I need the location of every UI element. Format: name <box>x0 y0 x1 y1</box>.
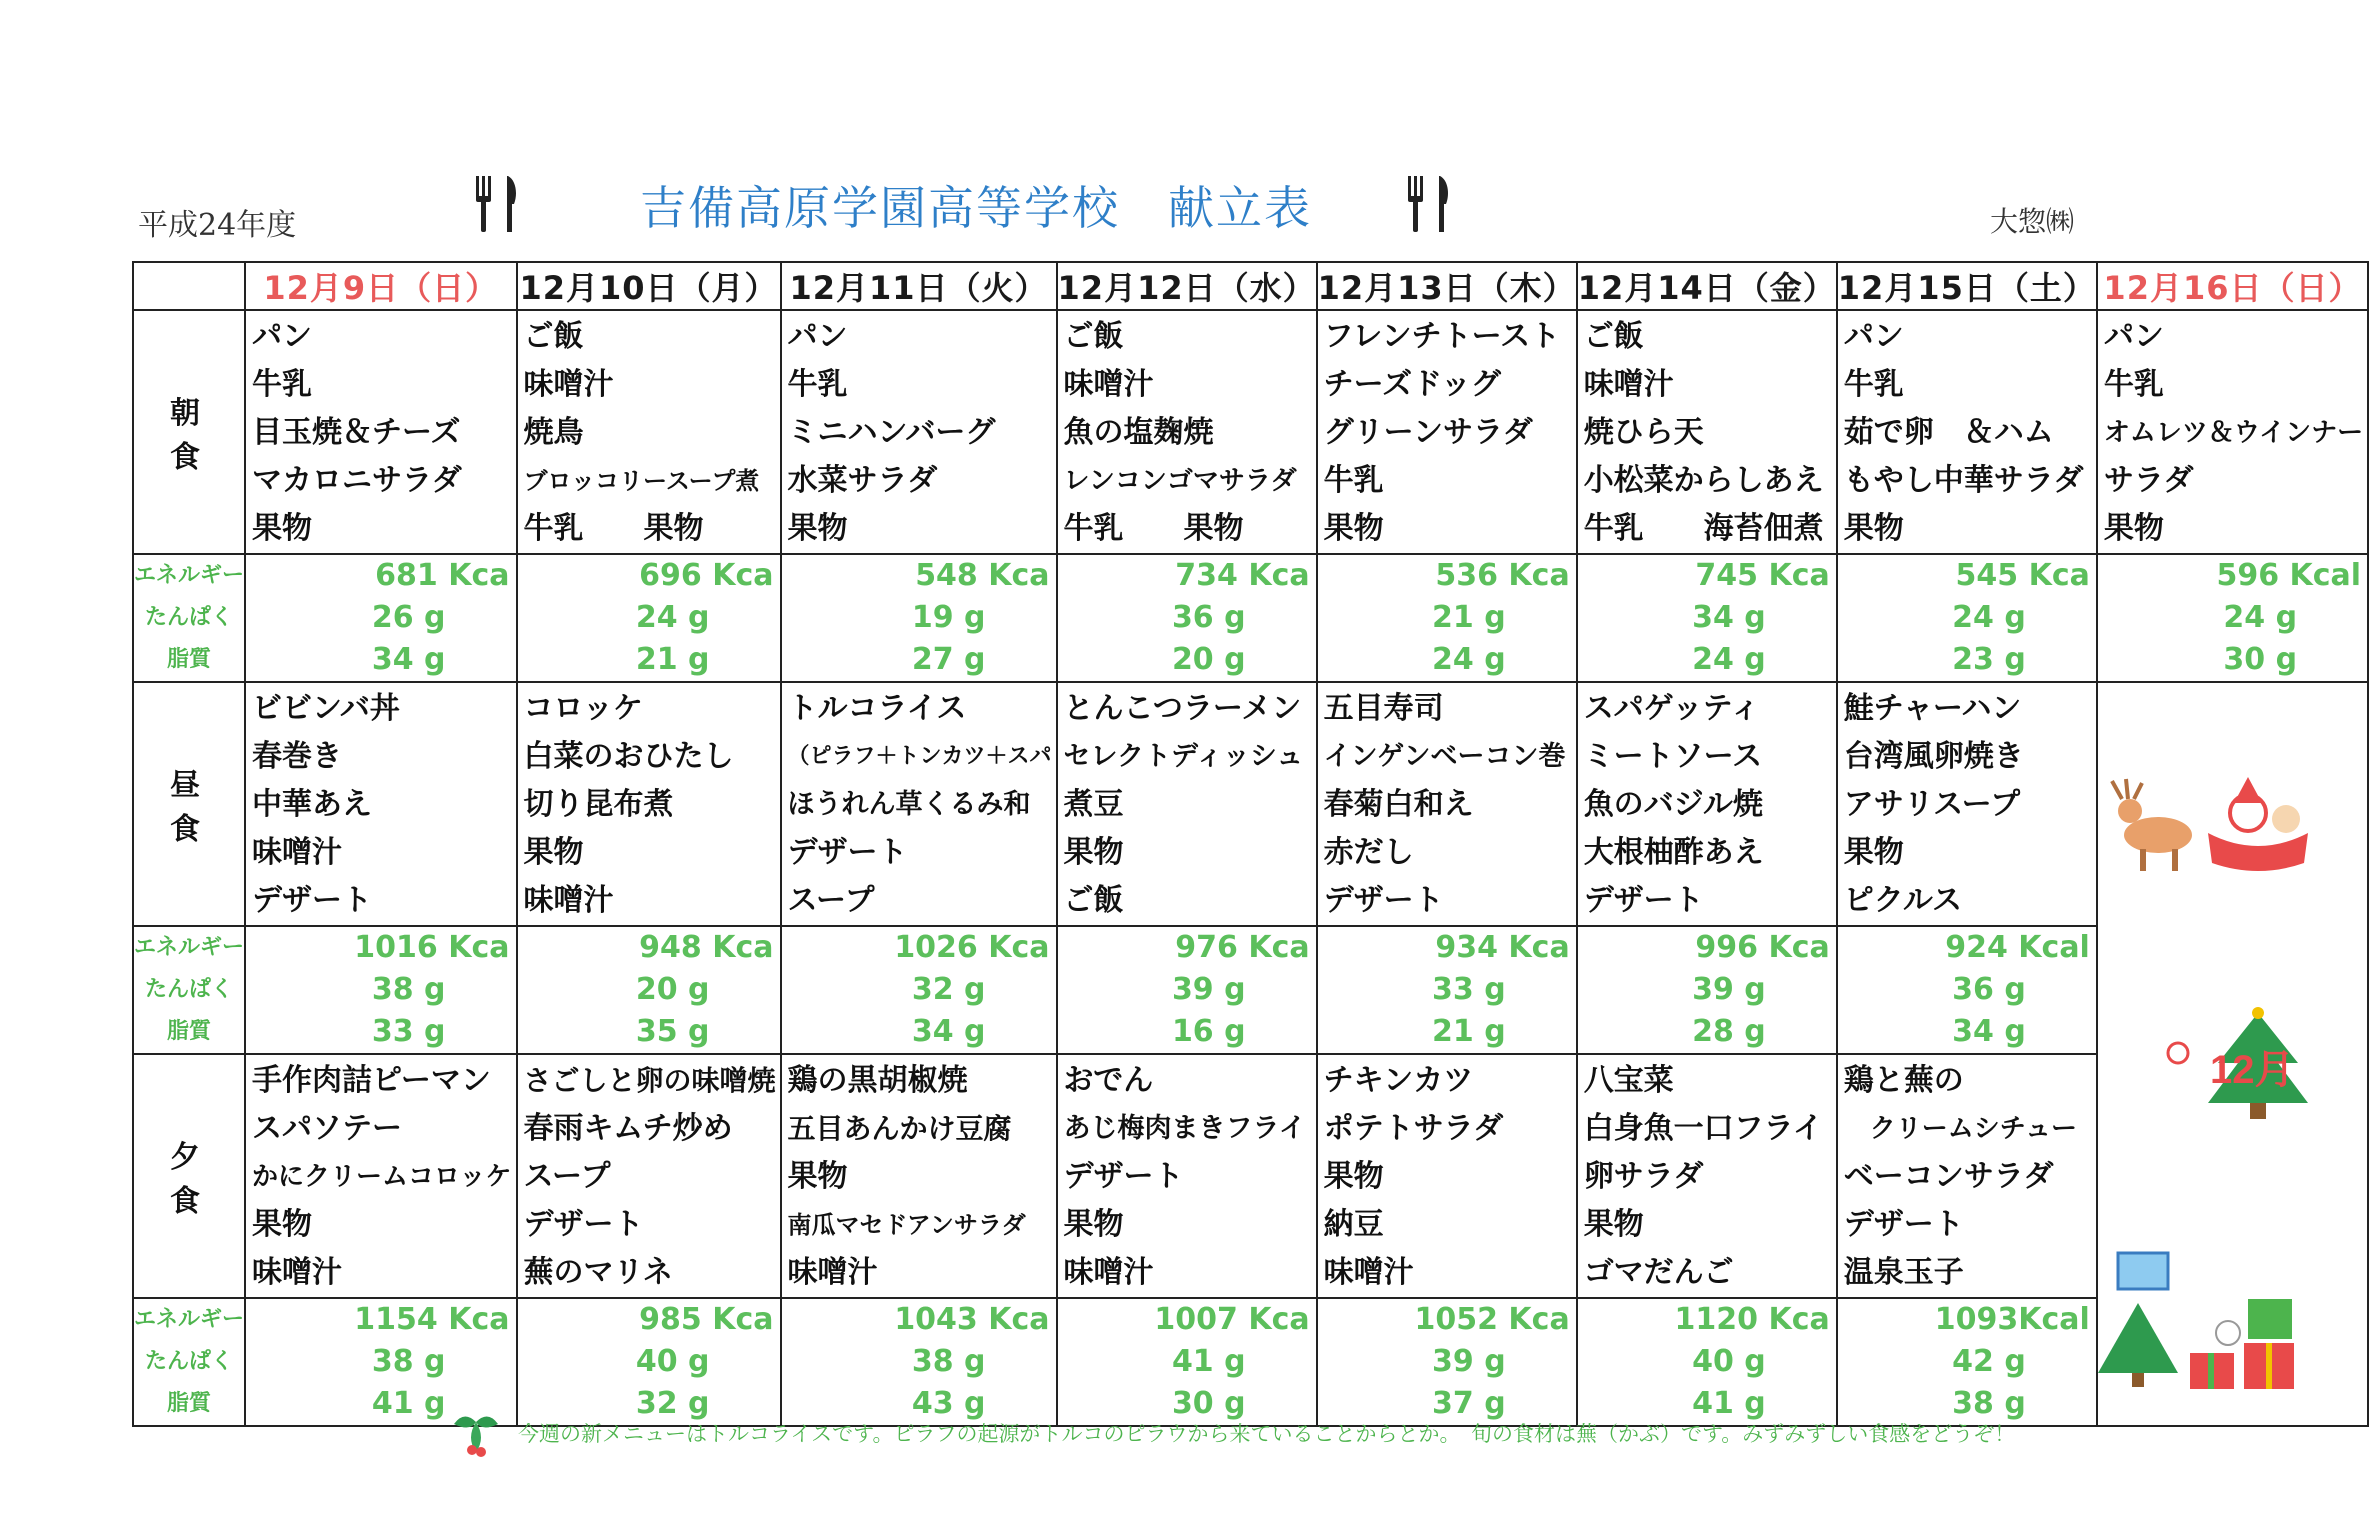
energy-value: 1016 Kca <box>354 930 510 965</box>
menu-cell <box>2097 310 2368 554</box>
day-header: 12月9日（日） <box>245 262 516 310</box>
menu-item: 目玉焼＆チーズ <box>252 415 461 450</box>
menu-item: 八宝菜 <box>1583 1063 1674 1098</box>
lunch-menu-row <box>133 682 2368 926</box>
menu-item: ご飯 <box>1063 319 1124 354</box>
tree-and-presents-icon <box>2098 1299 2294 1389</box>
menu-item: 卵サラダ <box>1583 1159 1704 1194</box>
menu-item: かにクリームコロッケ <box>252 1162 512 1192</box>
menu-item: ブロッコリースープ煮 <box>523 467 760 495</box>
menu-cell <box>1837 1054 2097 1298</box>
energy-value: 696 Kca <box>639 558 774 593</box>
nutrition-cell <box>517 1298 781 1426</box>
menu-item: サラダ <box>2103 463 2194 498</box>
decoration-panel <box>2097 682 2368 1426</box>
menu-item: 牛乳 果物 <box>1063 511 1244 546</box>
meal-label-breakfast: 朝 食 <box>133 310 245 554</box>
energy-value: 548 Kca <box>915 558 1050 593</box>
protein-value: 38 g <box>911 1344 986 1379</box>
protein-value: 32 g <box>911 972 986 1007</box>
menu-cell <box>781 682 1057 926</box>
meal-label-dinner: 夕 食 <box>133 1054 245 1298</box>
nutrition-cell <box>1577 926 1837 1054</box>
christmas-illustration <box>2098 683 2336 1415</box>
menu-item: 味噌汁 <box>252 835 343 870</box>
menu-item: 手作肉詰ピーマン <box>252 1063 491 1098</box>
day-header: 12月15日（土） <box>1837 262 2097 310</box>
nutrition-cell <box>1577 1298 1837 1426</box>
menu-item: 果物 <box>1843 511 1904 546</box>
month-label: 12月 <box>2209 1048 2295 1092</box>
energy-value: 976 Kca <box>1175 930 1310 965</box>
dinner-menu-row <box>133 1054 2368 1298</box>
menu-item: もやし中華サラダ <box>1843 463 2084 498</box>
menu-item: ピクルス <box>1843 883 1962 918</box>
nutrition-cell <box>781 554 1057 682</box>
fat-value: 34 g <box>911 1014 986 1049</box>
fat-value: 35 g <box>635 1014 710 1049</box>
energy-value: 745 Kca <box>1695 558 1830 593</box>
menu-item: ベーコンサラダ <box>1843 1159 2054 1194</box>
menu-item: 台湾風卵焼き <box>1843 739 2024 774</box>
menu-item: オムレツ＆ウインナー <box>2103 418 2364 448</box>
menu-cell <box>1577 682 1837 926</box>
menu-item: パン <box>252 319 313 354</box>
holly-icon <box>448 1404 504 1460</box>
menu-item: ミニハンバーグ <box>787 415 996 450</box>
fat-value: 23 g <box>1952 642 2026 677</box>
protein-value: 24 g <box>2223 600 2298 635</box>
menu-item: ご飯 <box>523 319 584 354</box>
menu-item: スープ <box>787 883 875 918</box>
menu-item: 白身魚一口フライ <box>1583 1111 1823 1146</box>
menu-item: 春菊白和え <box>1323 787 1474 822</box>
protein-label: たんぱく <box>145 1349 234 1374</box>
menu-item: 切り昆布煮 <box>523 787 674 822</box>
protein-value: 19 g <box>911 600 986 635</box>
menu-item: 五目寿司 <box>1323 691 1444 726</box>
menu-item: 牛乳 <box>787 367 848 402</box>
menu-item: 納豆 <box>1323 1207 1384 1242</box>
menu-item: 味噌汁 <box>523 883 614 918</box>
menu-cell <box>1577 1054 1837 1298</box>
menu-item: 赤だし <box>1323 835 1414 870</box>
day-header: 12月16日（日） <box>2097 262 2368 310</box>
fat-value: 30 g <box>2223 642 2298 677</box>
meal-label-lunch: 昼 食 <box>133 682 245 926</box>
energy-value: 545 Kca <box>1955 558 2090 593</box>
menu-item: マカロニサラダ <box>252 463 462 498</box>
menu-cell <box>1837 310 2097 554</box>
menu-item: 焼鳥 <box>523 415 584 450</box>
protein-value: 24 g <box>1952 600 2026 635</box>
fat-value: 34 g <box>371 642 446 677</box>
energy-value: 1026 Kca <box>894 930 1050 965</box>
menu-item: チーズドッグ <box>1323 367 1501 402</box>
day-header: 12月11日（火） <box>781 262 1057 310</box>
day-header: 12月14日（金） <box>1577 262 1837 310</box>
energy-value: 1043 Kca <box>894 1302 1050 1337</box>
fat-value: 43 g <box>911 1386 986 1421</box>
fat-value: 37 g <box>1432 1386 1506 1421</box>
menu-item: 果物 <box>1063 835 1124 870</box>
menu-item: 果物 <box>1583 1207 1644 1242</box>
menu-cell <box>517 1054 781 1298</box>
nutrition-cell <box>781 1298 1057 1426</box>
energy-value: 1120 Kca <box>1674 1302 1830 1337</box>
nutrition-labels <box>133 1298 245 1426</box>
protein-value: 20 g <box>635 972 710 1007</box>
fat-value: 27 g <box>911 642 986 677</box>
breakfast-nutrition-row <box>133 554 2368 682</box>
nutrition-cell <box>245 554 516 682</box>
fat-label: 脂質 <box>167 647 212 672</box>
menu-cell <box>781 310 1057 554</box>
menu-item: パン <box>2103 319 2164 354</box>
fork-knife-icon <box>1402 172 1462 234</box>
menu-item: 焼ひら天 <box>1583 415 1704 450</box>
menu-cell <box>517 310 781 554</box>
menu-item: セレクトディッシュ <box>1063 741 1304 772</box>
protein-value: 24 g <box>635 600 710 635</box>
menu-item: アサリスープ <box>1843 787 2021 822</box>
menu-item: 春巻き <box>252 739 343 774</box>
menu-item: スパソテー <box>252 1111 403 1146</box>
energy-value: 596 Kcal <box>2216 558 2362 593</box>
menu-item: デザート <box>1063 1159 1184 1194</box>
protein-label: たんぱく <box>145 605 234 630</box>
day-header: 12月13日（木） <box>1317 262 1577 310</box>
menu-item: 五目あんかけ豆腐 <box>787 1112 1012 1145</box>
energy-value: 924 Kcal <box>1945 930 2090 965</box>
menu-item: 鶏の黒胡椒焼 <box>787 1063 968 1098</box>
menu-item: パン <box>787 319 848 354</box>
energy-value: 996 Kca <box>1695 930 1830 965</box>
fat-value: 41 g <box>371 1386 446 1421</box>
menu-item: さごしと卵の味噌焼 <box>523 1064 776 1097</box>
protein-value: 38 g <box>371 972 446 1007</box>
menu-item: デザート <box>523 1207 644 1242</box>
menu-cell <box>1057 310 1317 554</box>
fat-value: 38 g <box>1952 1386 2026 1421</box>
menu-item: 小松菜からしあえ <box>1583 463 1824 498</box>
nutrition-cell <box>1837 554 2097 682</box>
menu-item: 果物 <box>2103 511 2164 546</box>
menu-item: 牛乳 <box>1843 367 1904 402</box>
fat-value: 21 g <box>1432 1014 1506 1049</box>
menu-item: 牛乳 <box>1323 463 1384 498</box>
menu-cell <box>1577 310 1837 554</box>
energy-label: エネルギー <box>134 1307 245 1332</box>
menu-item: とんこつラーメン <box>1063 691 1302 726</box>
christmas-decoration <box>2098 683 2367 1419</box>
energy-label: エネルギー <box>134 563 245 588</box>
menu-item: トルコライス <box>787 691 967 726</box>
reindeer-sleigh-icon <box>2112 777 2308 871</box>
menu-item: デザート <box>1843 1207 1964 1242</box>
day-header: 12月10日（月） <box>517 262 781 310</box>
menu-item: 果物 <box>1843 835 1904 870</box>
nutrition-cell <box>517 554 781 682</box>
fat-value: 21 g <box>635 642 710 677</box>
protein-value: 39 g <box>1692 972 1766 1007</box>
fat-value: 20 g <box>1171 642 1246 677</box>
day-header-row <box>133 262 2368 310</box>
menu-cell <box>517 682 781 926</box>
menu-item: 果物 <box>787 1159 848 1194</box>
nutrition-cell <box>1317 1298 1577 1426</box>
company-name: 大惣㈱ <box>1990 205 2075 238</box>
menu-cell <box>245 682 516 926</box>
menu-item: デザート <box>1583 883 1704 918</box>
menu-item: デザート <box>787 835 908 870</box>
menu-item: スープ <box>523 1159 611 1194</box>
menu-item: あじ梅肉まきフライ <box>1063 1113 1306 1144</box>
menu-item: （ピラフ＋トンカツ＋スパ <box>787 744 1052 769</box>
protein-value: 36 g <box>1171 600 1246 635</box>
menu-item: 温泉玉子 <box>1843 1255 1964 1290</box>
fat-label: 脂質 <box>167 1391 212 1416</box>
menu-cell <box>781 1054 1057 1298</box>
menu-cell <box>245 310 516 554</box>
menu-item: 中華あえ <box>252 787 373 822</box>
protein-value: 38 g <box>371 1344 446 1379</box>
nutrition-cell <box>781 926 1057 1054</box>
menu-item: 牛乳 <box>2103 367 2164 402</box>
menu-item: フレンチトースト <box>1323 319 1561 354</box>
energy-value: 1007 Kca <box>1154 1302 1310 1337</box>
menu-item: スパゲッティ <box>1583 691 1761 726</box>
nutrition-cell <box>1577 554 1837 682</box>
footer-note: 今週の新メニューはトルコライスです。ピラフの起源がトルコのピラウから来ていることからとか。 旬の食材は蕪（かぶ）です。みずみずしい食感をどうぞ！ <box>518 1422 2016 1446</box>
menu-item: 果物 <box>1063 1207 1124 1242</box>
fiscal-year: 平成24年度 <box>138 208 297 243</box>
page-title: 吉備高原学園高等学校 献立表 <box>640 181 1312 235</box>
menu-item: グリーンサラダ <box>1323 415 1533 450</box>
nutrition-cell <box>517 926 781 1054</box>
menu-cell <box>1317 1054 1577 1298</box>
nutrition-cell <box>1057 1298 1317 1426</box>
energy-value: 1052 Kca <box>1414 1302 1570 1337</box>
nutrition-cell <box>1317 554 1577 682</box>
menu-item: 大根柚酢あえ <box>1583 835 1764 870</box>
nutrition-cell <box>1837 926 2097 1054</box>
menu-item: 茹で卵 ＆ハム <box>1843 415 2054 450</box>
energy-value: 934 Kca <box>1435 930 1570 965</box>
protein-value: 33 g <box>1432 972 1506 1007</box>
menu-item: 果物 <box>1323 511 1384 546</box>
menu-item: ミートソース <box>1583 739 1763 774</box>
fat-value: 34 g <box>1952 1014 2026 1049</box>
menu-cell <box>245 1054 516 1298</box>
window-icon <box>2118 1253 2168 1289</box>
protein-value: 42 g <box>1952 1344 2026 1379</box>
energy-value: 985 Kca <box>639 1302 774 1337</box>
fat-value: 24 g <box>1432 642 1506 677</box>
menu-item: ビビンバ丼 <box>252 691 400 726</box>
menu-item: 果物 <box>252 511 313 546</box>
protein-value: 41 g <box>1171 1344 1246 1379</box>
fat-label: 脂質 <box>167 1019 212 1044</box>
menu-item: 鮭チャーハン <box>1843 691 2022 726</box>
protein-value: 40 g <box>635 1344 710 1379</box>
nutrition-cell <box>2097 554 2368 682</box>
energy-value: 681 Kca <box>375 558 510 593</box>
nutrition-labels <box>133 554 245 682</box>
menu-item: クリームシチュー <box>1843 1114 2077 1144</box>
fat-value: 16 g <box>1171 1014 1246 1049</box>
menu-item: パン <box>1843 319 1904 354</box>
menu-table <box>132 261 2369 1427</box>
energy-value: 536 Kca <box>1435 558 1570 593</box>
menu-item: おでん <box>1063 1063 1154 1098</box>
energy-value: 734 Kca <box>1175 558 1310 593</box>
energy-value: 1154 Kca <box>354 1302 510 1337</box>
nutrition-cell <box>1837 1298 2097 1426</box>
menu-item: 牛乳 果物 <box>523 511 704 546</box>
menu-item: 煮豆 <box>1063 787 1124 822</box>
energy-value: 1093Kcal <box>1934 1302 2090 1337</box>
menu-item: コロッケ <box>523 691 643 726</box>
fat-value: 33 g <box>371 1014 446 1049</box>
nutrition-labels <box>133 926 245 1054</box>
menu-item: ほうれん草くるみ和 <box>787 789 1031 820</box>
protein-label: たんぱく <box>145 977 234 1002</box>
menu-item: 蕪のマリネ <box>523 1255 673 1290</box>
protein-value: 36 g <box>1952 972 2026 1007</box>
menu-item: デザート <box>252 883 373 918</box>
menu-item: 果物 <box>523 835 584 870</box>
menu-item: 味噌汁 <box>787 1255 878 1290</box>
menu-item: 魚のバジル焼 <box>1583 787 1763 822</box>
menu-item: 春雨キムチ炒め <box>523 1111 733 1146</box>
fork-knife-icon <box>470 172 530 234</box>
menu-item: 果物 <box>787 511 848 546</box>
lunch-nutrition-row <box>133 926 2368 1054</box>
menu-item: 味噌汁 <box>1323 1255 1414 1290</box>
menu-cell <box>1057 682 1317 926</box>
breakfast-menu-row <box>133 310 2368 554</box>
menu-item: 牛乳 <box>252 367 313 402</box>
menu-cell <box>1317 682 1577 926</box>
menu-item: ご飯 <box>1063 883 1124 918</box>
nutrition-cell <box>1057 554 1317 682</box>
protein-value: 34 g <box>1692 600 1766 635</box>
menu-item: 魚の塩麹焼 <box>1063 415 1214 450</box>
menu-item: 南瓜マセドアンサラダ <box>787 1211 1026 1239</box>
menu-item: ポテトサラダ <box>1323 1111 1504 1146</box>
energy-value: 948 Kca <box>639 930 774 965</box>
fat-value: 41 g <box>1692 1386 1766 1421</box>
fat-value: 24 g <box>1692 642 1766 677</box>
protein-value: 39 g <box>1432 1344 1506 1379</box>
menu-item: 果物 <box>1323 1159 1384 1194</box>
menu-cell <box>1317 310 1577 554</box>
menu-item: 水菜サラダ <box>787 463 938 498</box>
protein-value: 21 g <box>1432 600 1506 635</box>
menu-item: 味噌汁 <box>1583 367 1674 402</box>
menu-item: チキンカツ <box>1323 1063 1474 1098</box>
fat-value: 32 g <box>635 1386 710 1421</box>
menu-item: 味噌汁 <box>1063 367 1154 402</box>
menu-item: デザート <box>1323 883 1444 918</box>
menu-cell <box>1837 682 2097 926</box>
menu-item: 果物 <box>252 1207 313 1242</box>
menu-cell <box>1057 1054 1317 1298</box>
menu-item: 白菜のおひたし <box>523 739 734 774</box>
menu-item: ご飯 <box>1583 319 1644 354</box>
fat-value: 30 g <box>1171 1386 1246 1421</box>
corner-cell <box>133 262 245 310</box>
menu-item: 牛乳 海苔佃煮 <box>1583 511 1824 546</box>
menu-item: 味噌汁 <box>523 367 614 402</box>
nutrition-cell <box>1057 926 1317 1054</box>
menu-item: 味噌汁 <box>252 1255 343 1290</box>
fat-value: 28 g <box>1692 1014 1766 1049</box>
energy-label: エネルギー <box>134 935 245 960</box>
protein-value: 40 g <box>1692 1344 1766 1379</box>
protein-value: 26 g <box>371 600 446 635</box>
day-header: 12月12日（水） <box>1057 262 1317 310</box>
nutrition-cell <box>1317 926 1577 1054</box>
menu-item: インゲンベーコン巻 <box>1323 741 1566 772</box>
menu-item: ゴマだんご <box>1583 1255 1734 1290</box>
protein-value: 39 g <box>1171 972 1246 1007</box>
menu-item: レンコンゴマサラダ <box>1063 466 1297 496</box>
nutrition-cell <box>245 926 516 1054</box>
menu-item: 味噌汁 <box>1063 1255 1154 1290</box>
menu-item: 鶏と蕪の <box>1843 1063 1964 1098</box>
